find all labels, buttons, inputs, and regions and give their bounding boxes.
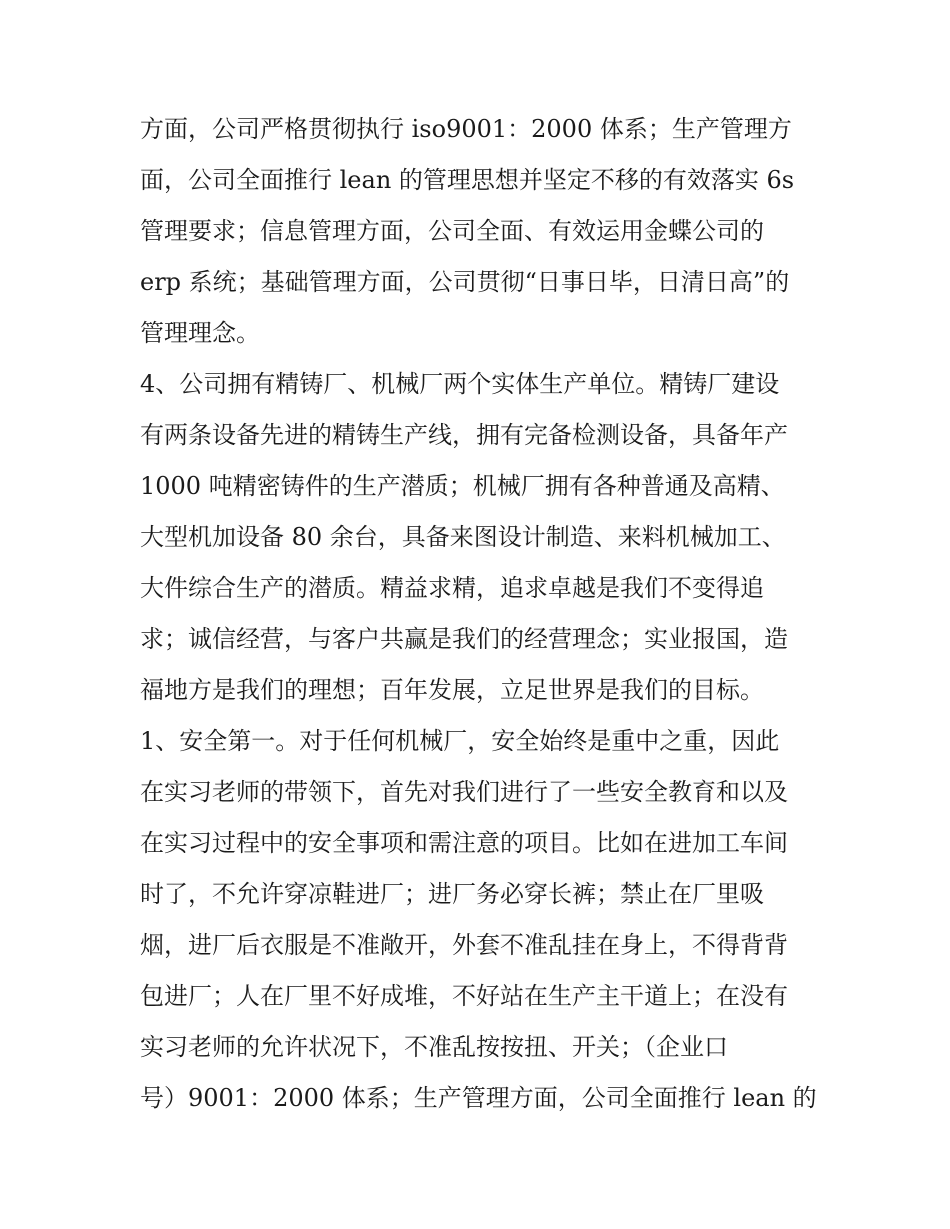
text-line: 烟，进厂后衣服是不准敞开，外套不准乱挂在身上，不得背背: [140, 931, 788, 959]
text-line: 有两条设备先进的精铸生产线，拥有完备检测设备，具备年产: [140, 421, 788, 449]
text-line: 福地方是我们的理想；百年发展，立足世界是我们的目标。: [140, 676, 764, 704]
document-body: [140, 104, 820, 1124]
text-line: 在实习老师的带领下，首先对我们进行了一些安全教育和以及: [140, 778, 788, 806]
text-line: 1000 吨精密铸件的生产潜质；机械厂拥有各种普通及高精、: [140, 472, 785, 500]
text-line: 管理理念。: [140, 319, 260, 347]
text-line: 1、安全第一。对于任何机械厂，安全始终是重中之重，因此: [140, 727, 780, 755]
text-line: 在实习过程中的安全事项和需注意的项目。比如在进加工车间: [140, 829, 788, 857]
text-line: 时了，不允许穿凉鞋进厂；进厂务必穿长裤；禁止在厂里吸: [140, 880, 764, 908]
text-line: erp 系统；基础管理方面，公司贯彻“日事日毕，日清日高”的: [140, 268, 790, 296]
text-line: 号）9001：2000 体系；生产管理方面，公司全面推行 lean 的: [140, 1084, 817, 1112]
text-line: 面，公司全面推行 lean 的管理思想并坚定不移的有效落实 6s: [140, 166, 795, 194]
text-line: 方面，公司严格贯彻执行 iso9001：2000 体系；生产管理方: [140, 115, 792, 143]
text-line: 实习老师的允许状况下，不准乱按按扭、开关；（企业口: [140, 1033, 728, 1061]
text-line: 大型机加设备 80 余台，具备来图设计制造、来料机械加工、: [140, 523, 786, 551]
text-line: 4、公司拥有精铸厂、机械厂两个实体生产单位。精铸厂建设: [140, 370, 780, 398]
text-line: 包进厂；人在厂里不好成堆，不好站在生产主干道上；在没有: [140, 982, 788, 1010]
text-line: 大件综合生产的潜质。精益求精，追求卓越是我们不变得追: [140, 574, 764, 602]
text-line: 求；诚信经营，与客户共赢是我们的经营理念；实业报国，造: [140, 625, 788, 653]
text-line: 管理要求；信息管理方面，公司全面、有效运用金蝶公司的: [140, 217, 764, 245]
